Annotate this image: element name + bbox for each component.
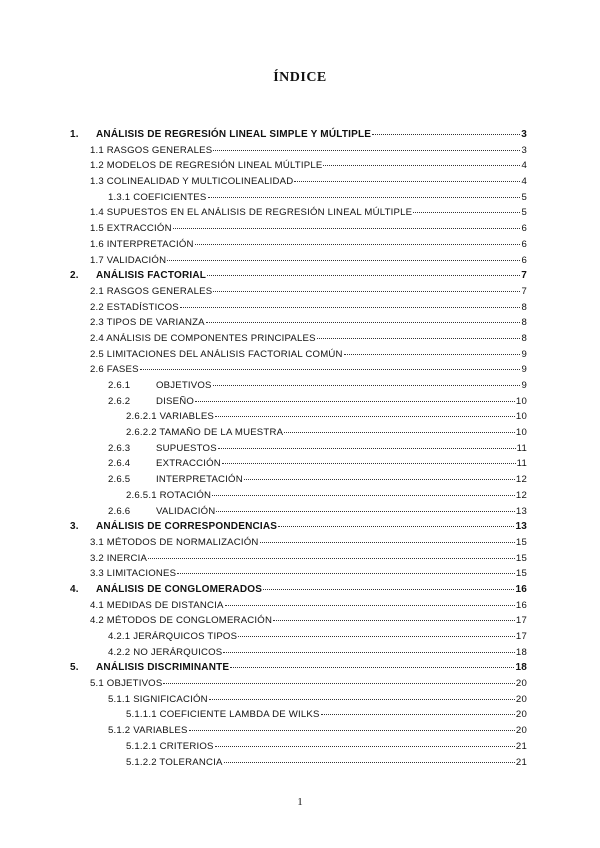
- toc-entry[interactable]: [70, 221, 527, 237]
- toc-entry-page: 16: [515, 583, 527, 595]
- toc-entry[interactable]: [70, 441, 527, 457]
- toc-entry-page: 18: [515, 662, 527, 674]
- toc-entry[interactable]: [70, 723, 527, 739]
- toc-entry-number: 3.: [70, 521, 79, 533]
- toc-entry-number: 2.: [70, 270, 79, 282]
- dot-leader: [213, 385, 521, 386]
- toc-entry[interactable]: [70, 755, 527, 771]
- toc-entry[interactable]: [70, 739, 527, 755]
- toc-entry[interactable]: [70, 613, 527, 629]
- toc-entry[interactable]: [70, 347, 527, 363]
- toc-entry[interactable]: [70, 456, 527, 472]
- page-number: 1: [297, 796, 303, 808]
- toc-entry-label: 1.7 VALIDACIÓN: [90, 254, 167, 266]
- toc-entry-page: 20: [515, 678, 527, 690]
- dot-leader: [212, 495, 515, 496]
- toc-chapter-entry[interactable]: [70, 127, 527, 143]
- dot-leader: [230, 667, 514, 668]
- table-of-contents: [70, 127, 527, 770]
- toc-entry-label: 1.1 RASGOS GENERALES: [90, 144, 213, 156]
- dot-leader: [317, 338, 521, 339]
- toc-entry[interactable]: [70, 253, 527, 269]
- toc-entry-label: EXTRACCIÓN: [156, 458, 221, 470]
- toc-entry-page: 9: [521, 348, 527, 360]
- toc-entry-page: 15: [515, 552, 527, 564]
- dot-leader: [213, 150, 520, 151]
- toc-entry-page: 17: [515, 615, 527, 627]
- dot-leader: [208, 197, 521, 198]
- toc-entry-label: 2.5 LIMITACIONES DEL ANÁLISIS FACTORIAL COMÚN: [90, 348, 343, 360]
- dot-leader: [284, 432, 515, 433]
- dot-leader: [273, 620, 515, 621]
- toc-entry-label: 3.1 MÉTODOS DE NORMALIZACIÓN: [90, 536, 259, 548]
- toc-chapter-entry[interactable]: [70, 582, 527, 598]
- dot-leader: [195, 244, 521, 245]
- dot-leader: [206, 322, 521, 323]
- toc-entry-label: VALIDACIÓN: [156, 505, 216, 517]
- toc-entry-page: 5: [521, 191, 527, 203]
- page-title: ÍNDICE: [273, 70, 327, 85]
- dot-leader: [278, 526, 514, 527]
- toc-entry-label: ANÁLISIS DE CORRESPONDENCIAS: [96, 521, 278, 533]
- dot-leader: [173, 228, 521, 229]
- toc-entry[interactable]: [70, 174, 527, 190]
- toc-entry-page: 9: [521, 364, 527, 376]
- toc-entry-label: 1.6 INTERPRETACIÓN: [90, 238, 194, 250]
- toc-entry-page: 10: [515, 411, 527, 423]
- dot-leader: [263, 589, 514, 590]
- toc-entry-label: 4.2.1 JERÁRQUICOS TIPOS: [108, 631, 238, 642]
- toc-entry-label: 1.3.1 COEFICIENTES: [108, 191, 207, 203]
- toc-entry-label: ANÁLISIS DISCRIMINANTE: [96, 662, 230, 674]
- toc-entry-page: 4: [521, 160, 527, 172]
- toc-entry-page: 8: [521, 301, 527, 313]
- toc-entry-page: 16: [515, 599, 527, 611]
- toc-entry[interactable]: [70, 504, 527, 520]
- toc-entry-number: 5.: [70, 662, 79, 674]
- dot-leader: [260, 542, 515, 543]
- toc-entry-page: 21: [515, 756, 527, 768]
- toc-entry-label: 4.1 MEDIDAS DE DISTANCIA: [90, 599, 224, 611]
- toc-entry-label: 1.4 SUPUESTOS EN EL ANÁLISIS DE REGRESIÓN LINEAL MÚLTIPLE: [90, 207, 413, 219]
- toc-entry[interactable]: [70, 331, 527, 347]
- dot-leader: [413, 212, 520, 213]
- toc-entry[interactable]: [70, 315, 527, 331]
- toc-entry[interactable]: [70, 676, 527, 692]
- toc-entry[interactable]: [70, 692, 527, 708]
- toc-entry-number: 4.: [70, 583, 79, 595]
- toc-entry-number: 1.: [70, 129, 79, 140]
- toc-entry[interactable]: [70, 143, 527, 159]
- toc-entry-label: 5.1.2.1 CRITERIOS: [126, 740, 214, 752]
- toc-entry-label: ANÁLISIS DE CONGLOMERADOS: [96, 583, 263, 595]
- toc-entry-label: 5.1.2.2 TOLERANCIA: [126, 756, 223, 768]
- toc-entry-label: 2.2 ESTADÍSTICOS: [90, 301, 179, 313]
- toc-entry-page: 6: [521, 238, 527, 250]
- toc-entry-label: 5.1.1.1 COEFICIENTE LAMBDA DE WILKS: [126, 709, 320, 721]
- dot-leader: [167, 260, 520, 261]
- toc-entry-label: 5.1.2 VARIABLES: [108, 725, 188, 737]
- dot-leader: [223, 652, 515, 653]
- toc-entry-page: 21: [515, 740, 527, 752]
- toc-entry-page: 12: [515, 489, 527, 501]
- toc-entry-label: ANÁLISIS DE REGRESIÓN LINEAL SIMPLE Y MÚLTIPLE: [96, 129, 372, 140]
- dot-leader: [225, 605, 515, 606]
- toc-entry-label: 1.5 EXTRACCIÓN: [90, 223, 172, 235]
- toc-entry-page: 13: [515, 521, 527, 533]
- toc-chapter-entry[interactable]: [70, 660, 527, 676]
- toc-entry[interactable]: [70, 284, 527, 300]
- toc-entry-number: 2.6.5: [108, 474, 131, 486]
- dot-leader: [148, 558, 515, 559]
- dot-leader: [238, 636, 515, 637]
- dot-leader: [180, 307, 521, 308]
- toc-entry[interactable]: [70, 551, 527, 567]
- toc-entry-page: 6: [521, 254, 527, 266]
- dot-leader: [215, 416, 515, 417]
- toc-entry-label: 2.6.2.2 TAMAÑO DE LA MUESTRA: [126, 427, 284, 439]
- toc-entry-page: 20: [515, 693, 527, 705]
- toc-entry-label: 1.2 MODELOS DE REGRESIÓN LINEAL MÚLTIPLE: [90, 160, 323, 172]
- toc-entry-label: 2.4 ANÁLISIS DE COMPONENTES PRINCIPALES: [90, 332, 316, 344]
- dot-leader: [216, 511, 515, 512]
- toc-entry-page: 17: [515, 631, 527, 642]
- toc-entry-page: 7: [521, 285, 527, 297]
- toc-entry[interactable]: [70, 237, 527, 253]
- toc-entry[interactable]: [70, 598, 527, 614]
- dot-leader: [215, 746, 515, 747]
- dot-leader: [140, 369, 521, 370]
- toc-entry-label: SUPUESTOS: [156, 442, 217, 454]
- toc-entry-page: 13: [515, 505, 527, 517]
- dot-leader: [222, 463, 516, 464]
- toc-entry-page: 5: [521, 207, 527, 219]
- toc-entry-page: 18: [515, 646, 527, 658]
- toc-entry-label: 1.3 COLINEALIDAD Y MULTICOLINEALIDAD: [90, 176, 294, 188]
- dot-leader: [213, 291, 520, 292]
- dot-leader: [244, 479, 515, 480]
- toc-entry[interactable]: [70, 300, 527, 316]
- toc-entry-label: OBJETIVOS: [156, 380, 212, 391]
- toc-entry-label: 3.3 LIMITACIONES: [90, 568, 177, 580]
- toc-entry-page: 3: [521, 144, 527, 156]
- toc-entry-page: 8: [521, 317, 527, 329]
- toc-entry-page: 20: [515, 709, 527, 721]
- dot-leader: [177, 573, 515, 574]
- toc-entry-label: 5.1 OBJETIVOS: [90, 678, 163, 690]
- dot-leader: [294, 181, 520, 182]
- toc-entry-label: 4.2.2 NO JERÁRQUICOS: [108, 646, 223, 658]
- toc-entry[interactable]: [70, 472, 527, 488]
- toc-entry[interactable]: [70, 645, 527, 661]
- toc-entry-page: 7: [521, 270, 527, 282]
- toc-entry-number: 2.6.2: [108, 395, 131, 407]
- toc-entry-page: 10: [515, 427, 527, 439]
- toc-entry-page: 11: [516, 458, 527, 470]
- toc-entry-label: 2.6.5.1 ROTACIÓN: [126, 489, 212, 501]
- toc-entry-label: 2.6.2.1 VARIABLES: [126, 411, 215, 423]
- toc-entry-page: 12: [515, 474, 527, 486]
- dot-leader: [189, 730, 515, 731]
- toc-entry-page: 15: [515, 536, 527, 548]
- toc-entry[interactable]: [70, 629, 527, 645]
- toc-entry-label: 3.2 INERCIA: [90, 552, 148, 564]
- toc-entry-label: 2.6 FASES: [90, 364, 139, 376]
- toc-entry[interactable]: [70, 707, 527, 723]
- toc-entry-page: 20: [515, 725, 527, 737]
- toc-entry[interactable]: [70, 362, 527, 378]
- toc-entry-page: 10: [515, 395, 527, 407]
- toc-entry-label: 4.2 MÉTODOS DE CONGLOMERACIÓN: [90, 615, 273, 627]
- toc-entry-page: 11: [516, 442, 527, 454]
- dot-leader: [207, 275, 520, 276]
- toc-entry-number: 2.6.6: [108, 505, 131, 517]
- toc-entry[interactable]: [70, 190, 527, 206]
- toc-entry-page: 4: [521, 176, 527, 188]
- toc-entry[interactable]: [70, 394, 527, 410]
- toc-entry-number: 2.6.3: [108, 442, 131, 454]
- toc-entry[interactable]: [70, 566, 527, 582]
- toc-entry-number: 2.6.4: [108, 458, 131, 470]
- toc-entry[interactable]: [70, 535, 527, 551]
- dot-leader: [218, 448, 516, 449]
- toc-entry-label: ANÁLISIS FACTORIAL: [96, 270, 207, 282]
- dot-leader: [209, 699, 515, 700]
- dot-leader: [323, 165, 520, 166]
- dot-leader: [195, 401, 515, 402]
- toc-entry-label: 5.1.1 SIGNIFICACIÓN: [108, 693, 208, 705]
- toc-entry-number: 2.6.1: [108, 380, 131, 391]
- toc-entry-label: DISEÑO: [156, 395, 194, 407]
- toc-entry[interactable]: [70, 425, 527, 441]
- toc-entry[interactable]: [70, 205, 527, 221]
- toc-entry-page: 15: [515, 568, 527, 580]
- toc-entry-page: 8: [521, 332, 527, 344]
- dot-leader: [372, 134, 520, 135]
- toc-entry-page: 3: [521, 129, 527, 140]
- toc-entry-page: 9: [521, 380, 527, 391]
- dot-leader: [344, 354, 521, 355]
- toc-entry-label: 2.1 RASGOS GENERALES: [90, 285, 213, 297]
- toc-entry-label: INTERPRETACIÓN: [156, 474, 243, 486]
- toc-entry[interactable]: [70, 378, 527, 394]
- toc-entry-label: 2.3 TIPOS DE VARIANZA: [90, 317, 205, 329]
- dot-leader: [163, 683, 514, 684]
- toc-entry-page: 6: [521, 223, 527, 235]
- toc-entry[interactable]: [70, 409, 527, 425]
- toc-entry[interactable]: [70, 488, 527, 504]
- dot-leader: [224, 762, 515, 763]
- toc-entry[interactable]: [70, 158, 527, 174]
- toc-chapter-entry[interactable]: [70, 268, 527, 284]
- toc-chapter-entry[interactable]: [70, 519, 527, 535]
- dot-leader: [321, 714, 515, 715]
